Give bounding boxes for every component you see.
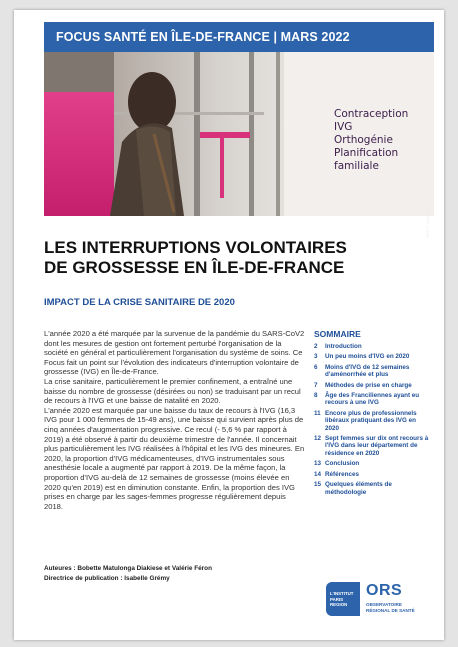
toc-page-number: 7 [314, 381, 318, 389]
ors-logo [326, 582, 436, 622]
toc-page-number: 14 [314, 470, 322, 478]
ors-subtitle [366, 602, 415, 613]
keyword-ivg: IVG [334, 121, 353, 133]
keyword-planification: Planification [334, 147, 399, 159]
toc-label: Un peu moins d'IVG en 2020 [325, 353, 410, 361]
cover-photo [44, 52, 434, 239]
toc-label: Méthodes de prise en charge [325, 381, 412, 389]
toc-item[interactable] [314, 343, 430, 350]
toc-label: Références [325, 470, 359, 478]
ors-subtitle-line-1: OBSERVATOIRE [366, 602, 402, 607]
toc-item[interactable] [314, 364, 430, 379]
toc-page-number: 12 [314, 435, 322, 443]
toc-page-number: 13 [314, 460, 322, 468]
authors-line: Auteures : Bobette Matulonga Diakiese et Valérie Féron [44, 565, 212, 572]
toc-item[interactable] [314, 392, 430, 407]
ors-wordmark: ORS [366, 582, 403, 599]
toc-page-number: 6 [314, 363, 318, 371]
toc-page-number: 2 [314, 343, 318, 350]
table-of-contents [314, 329, 430, 499]
toc-item[interactable] [314, 435, 430, 457]
toc-item[interactable] [314, 353, 430, 360]
toc-label: Âge des Franciliennes ayant eu recours à une IVG [325, 392, 420, 407]
keyword-familiale: familiale [334, 160, 379, 172]
keyword-orthogenie: Orthogénie [334, 134, 393, 146]
toc-title: SOMMAIRE [314, 329, 361, 339]
toc-page-number: 3 [314, 353, 318, 361]
publication-director-line: Directrice de publication : Isabelle Grémy [44, 574, 170, 582]
institut-paris-region-badge: L'INSTITUT PARIS REGION [326, 582, 360, 616]
toc-label: Introduction [325, 343, 362, 350]
toc-label: Quelques éléments de méthodologie [325, 481, 392, 496]
summary-paragraph-1: L'année 2020 a été marquée par la survenue de la pandémie du SARS-CoV2 dont les mesures de gestion ont fortement perturbé l'organisation de la société en général et particulièrement l'organisation du système de soins. Ce Focus fait un point sur l'évolution des indicateurs d'interruption volontaire de grossesse (IVG) en Île-de-France. [44, 329, 305, 377]
summary-paragraph-3: L'année 2020 est marquée par une baisse du taux de recours à l'IVG (16,3 IVG pour 1 000 femmes de 15-49 ans), une baisse qui survient après plus de cinq années d'augmentation progressive. Ce recul (- 5,6 % par rapport à 2019) a été observé à partir du deuxième trimestre de l'année. Il concernait plus particulièrement les IVG réalisées à l'hôpital et les IVG des mineures. En 2020, la proportion d'IVG médicamenteuses, d'IVG instrumentales sous anesthésie locale a augmenté par rapport à 2019. De la même façon, la proportion d'IVG au-delà de 12 semaines de grossesse (moins élevée en 2020 qu'en 2019) est en diminution constante. Enfin, la proportion des IVG prises en charge par les sages-femmes progresse régulièrement depuis 2018. [44, 405, 305, 511]
toc-item[interactable] [314, 410, 430, 432]
toc-label: Encore plus de professionnels libéraux pratiquant des IVG en 2020 [325, 409, 417, 432]
toc-page-number: 15 [314, 481, 322, 489]
toc-label: Sept femmes sur dix ont recours à l'IVG dans leur département de résidence en 2020 [325, 435, 429, 457]
credits [44, 564, 212, 583]
toc-page-number: 8 [314, 392, 318, 400]
toc-label: Moins d'IVG de 12 semaines d'aménorrhée et plus [325, 363, 410, 379]
toc-item[interactable] [314, 460, 430, 467]
toc-label: Conclusion [325, 460, 360, 468]
toc-item[interactable] [314, 471, 430, 478]
summary-paragraph-2: La crise sanitaire, particulièrement le premier confinement, a entraîné une baisse du nombre de grossesse (désirées ou non) se traduisant par un recul de recours à l'IVG et une baisse de natalité en 2020. [44, 376, 301, 406]
title-line-1: LES INTERRUPTIONS VOLONTAIRES [44, 238, 347, 257]
document-title [44, 238, 434, 278]
photo-keywords [334, 108, 408, 173]
keyword-contraception: Contraception [334, 108, 409, 120]
title-line-2: DE GROSSESSE EN ÎLE-DE-FRANCE [44, 258, 345, 277]
summary-text [44, 329, 306, 511]
toc-item[interactable] [314, 481, 430, 496]
ors-subtitle-line-2: RÉGIONAL DE SANTÉ [366, 607, 415, 613]
document-page [14, 10, 444, 640]
photo-credit: ORS © Wissam [425, 210, 430, 239]
toc-page-number: 11 [314, 409, 321, 417]
document-subtitle: IMPACT DE LA CRISE SANITAIRE DE 2020 [44, 297, 235, 308]
series-banner: FOCUS SANTÉ EN ÎLE-DE-FRANCE | MARS 2022 [44, 22, 434, 52]
toc-item[interactable] [314, 382, 430, 389]
